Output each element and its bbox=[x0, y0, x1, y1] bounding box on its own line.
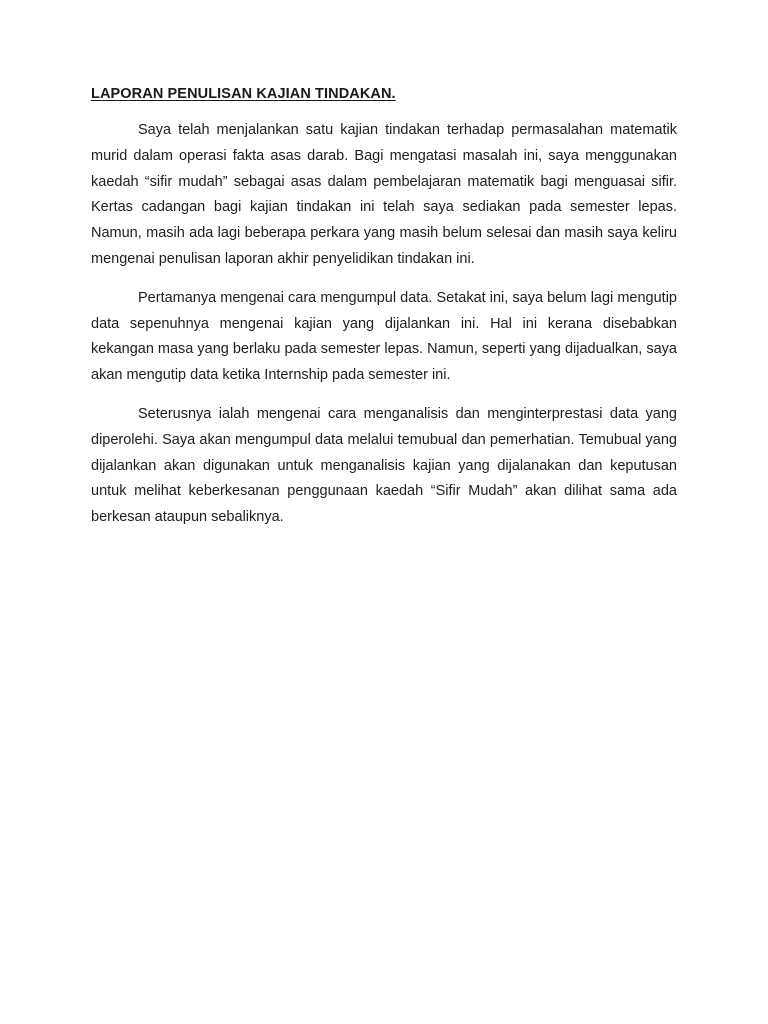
paragraph-data-collection: Pertamanya mengenai cara mengumpul data. Setakat ini, saya belum lagi mengutip data sepenuhnya mengenai kajian yang dijalankan ini. Hal ini kerana disebabkan kekangan masa yang berlaku pada semester lepas. Namun, seperti yang dijadualkan, saya akan mengutip data ketika Internship pada semester ini. bbox=[91, 289, 677, 384]
paragraph-introduction: Saya telah menjalankan satu kajian tindakan terhadap permasalahan matematik murid dalam operasi fakta asas darab. Bagi mengatasi masalah ini, saya menggunakan kaedah “sifir mudah” sebagai asas dalam pembelajaran matematik bagi menguasai sifir. Kertas cadangan bagi kajian tindakan ini telah saya sediakan pada semester lepas. Namun, masih ada lagi beberapa perkara yang masih belum selesai dan masih saya keliru mengenai penulisan laporan akhir penyelidikan tindakan ini. bbox=[91, 122, 677, 267]
document-body bbox=[91, 84, 677, 544]
document-title: LAPORAN PENULISAN KAJIAN TINDAKAN. bbox=[91, 86, 396, 102]
paragraph-data-analysis: Seterusnya ialah mengenai cara menganalisis dan menginterprestasi data yang diperolehi. Saya akan mengumpul data melalui temubual dan pemerhatian. Temubual yang dijalankan akan digunakan untuk menganalisis kajian yang dijalanakan dan keputusan untuk melihat keberkesanan penggunaan kaedah “Sifir Mudah” akan dilihat sama ada berkesan ataupun sebaliknya. bbox=[91, 405, 677, 526]
